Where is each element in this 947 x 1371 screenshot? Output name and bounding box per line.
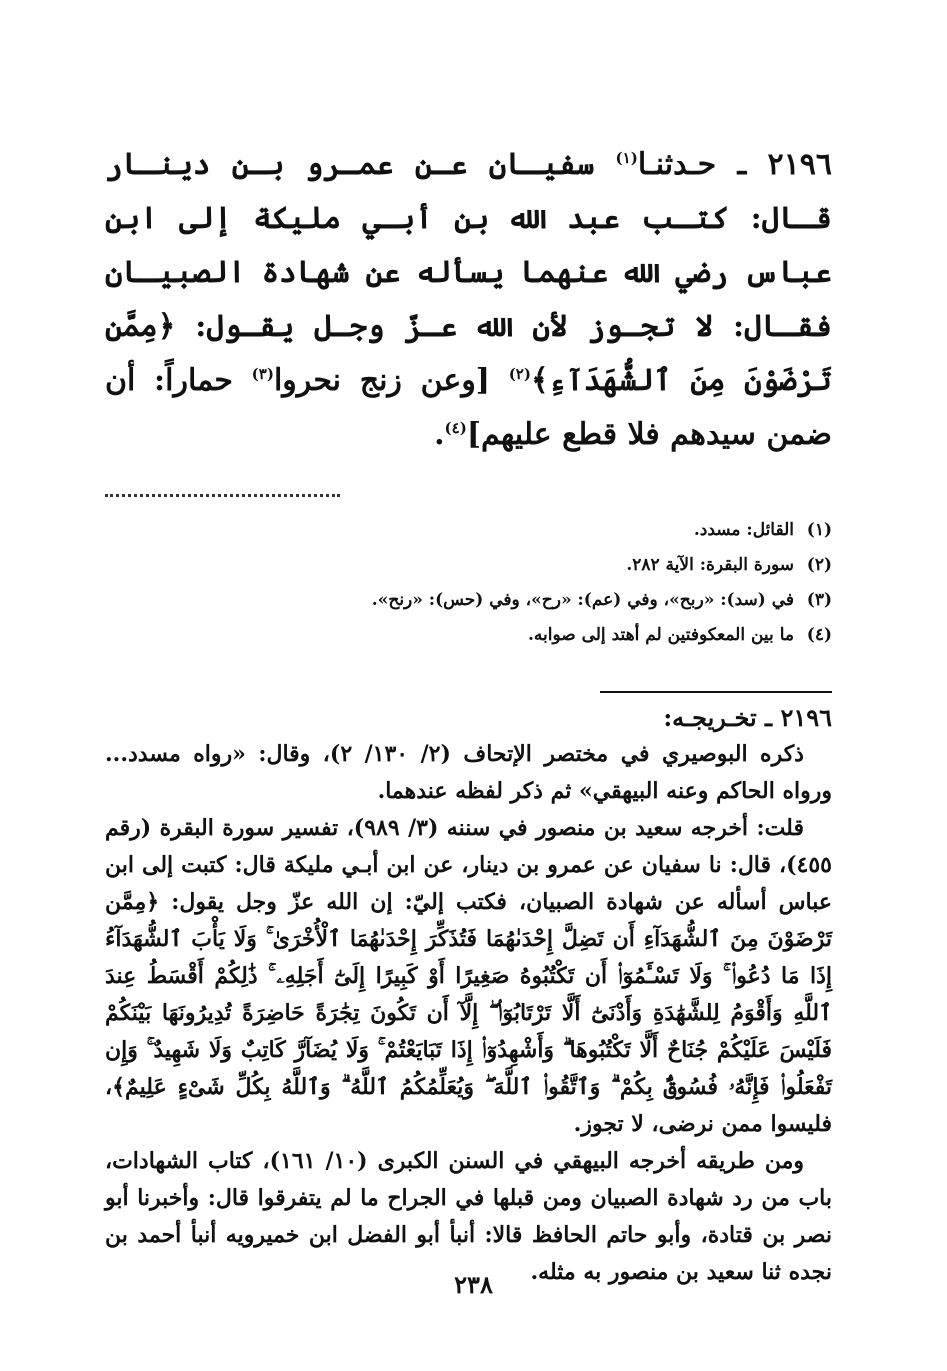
section-rule [600, 691, 832, 693]
footnote-number: (١) [806, 520, 832, 540]
hadith-dash: ـ [737, 147, 747, 182]
hadith-number: ٢١٩٦ [767, 147, 832, 182]
hadith-part-3: [وعن زنج نحروا [273, 363, 509, 398]
quran-verse: ﴿مِمَّن تَرْضَوْنَ مِنَ ٱلشُّهَدَآءِ أَن تَضِلَّ إِحْدَىٰهُمَا فَتُذَكِّرَ إِحْدَىٰهُمَا ٱلْأُخْرَىٰ ۚ وَلَا يَأْبَ ٱلشُّهَدَآءُ إِذَا مَا دُعُوا۟ ۚ وَلَا تَسْـَٔمُوٓا۟ أَن تَكْتُبُوهُ صَغِيرًا أَوْ كَبِيرًا إِلَىٰٓ أَجَلِهِۦ ۚ ذَٰلِكُمْ أَقْسَطُ عِندَ ٱللَّهِ وَأَقْوَمُ لِلشَّهَٰدَةِ وَأَدْنَىٰٓ أَلَّا تَرْتَابُوٓا۟ ۖ إِلَّآ أَن تَكُونَ تِجَٰرَةً حَاضِرَةً تُدِيرُونَهَا بَيْنَكُمْ فَلَيْسَ عَلَيْكُمْ جُنَاحٌ أَلَّا تَكْتُبُوهَا ۗ وَأَشْهِدُوٓا۟ إِذَا تَبَايَعْتُمْ ۚ وَلَا يُضَآرَّ كَاتِبٌ وَلَا شَهِيدٌ ۚ وَإِن تَفْعَلُوا۟ فَإِنَّهُۥ فُسُوقٌۢ بِكُمْ ۗ وَٱتَّقُوا۟ ٱللَّهَ ۖ وَيُعَلِّمُكُمُ ٱللَّهُ ۗ وَٱللَّهُ بِكُلِّ شَىْءٍ عَلِيمٌ﴾ [105, 889, 832, 1100]
footnote-text: ما بين المعكوفتين لم أهتد إلى صوابه. [527, 625, 794, 645]
hadith-part-4: حماراً: أن ضمن سيدهم فلا قطع عليهم] [105, 363, 832, 452]
takhrij-section [105, 699, 832, 1291]
footnote-number: (٣) [806, 590, 832, 610]
dotted-separator [105, 482, 340, 497]
hadith-part-5: . [434, 417, 445, 452]
takhrij-p2-intro: قلت: أخرجه سعيد بن منصور في سننه (٣/ ٩٨٩)، تفسير سورة البقرة (رقم ٤٥٥)، قال: نا سفيان عن عمرو بن دينار، عن ابن أبـي مليكة قال: كتبت إلى ابن عباس أسأله عن شهادة الصبيان، فكتب إليّ: إن الله عزّ وجل يقول: [105, 815, 832, 915]
footnote-2 [105, 548, 832, 583]
hadith-part-1: حـدثنـا [637, 147, 717, 182]
hadith-paragraph [105, 138, 832, 462]
footnote-ref-2: (٢) [508, 365, 531, 383]
takhrij-paragraph-1: ذكره البوصيري في مختصر الإتحاف (٢/ ١٣٠/ ٢)، وقال: «رواه مسدد... ورواه الحاكم وعنه البيهقي» ثم ذكر لفظه عندهما. [105, 741, 832, 804]
footnote-4 [105, 618, 832, 653]
footnote-text: في (سد): «ربح»، وفي (عم): «رح»، وفي (حس): «رنح». [371, 590, 794, 610]
footnotes [105, 513, 832, 653]
footnote-number: (٤) [806, 625, 832, 645]
page-body [105, 138, 832, 1291]
dotted-separator-wrap [105, 482, 832, 497]
footnote-1 [105, 513, 832, 548]
hadith-text [105, 138, 832, 462]
footnote-number: (٢) [806, 555, 832, 575]
page-number: ٢٣٨ [454, 1270, 493, 1299]
footnote-ref-3: (٣) [251, 365, 274, 383]
footnote-ref-1: (١) [615, 149, 638, 167]
takhrij-p2-end: ، فليسوا ممن نرضى، لا تجوز. [105, 1074, 832, 1137]
footnote-text: سورة البقرة: الآية ٢٨٢. [626, 555, 794, 575]
footnote-3 [105, 583, 832, 618]
takhrij-heading: ٢١٩٦ ـ تخـريجـه: [663, 703, 832, 732]
hadith-part-2: سفيـان عـن عمـرو بـن دينـار قـال: كتـب عبد الله بن أبـي مليكة إلى ابن عباس رضي الله عنهما يسأله عن شهادة الصبيـان فقـال: لا تجـوز لأن الله عـزّ وجـل يقـول: ﴿مِمَّن تَرْضَوْنَ مِنَ ٱلشُّهَدَآءِ﴾ [105, 147, 832, 398]
footnote-ref-4: (٤) [444, 419, 467, 437]
takhrij-paragraph-2 [105, 810, 832, 1143]
footnote-text: القائل: مسدد. [693, 520, 794, 540]
takhrij-paragraph-3: ومن طريقه أخرجه البيهقي في السنن الكبرى (١٠/ ١٦١)، كتاب الشهادات، باب من رد شهادة الصبيان ومن قبلها في الجراح ما لم يتفرقوا قال: وأخبرنا أبو نصر بن قتادة، وأبو حاتم الحافظ قالا: أنبأ أبو الفضل ابن خميرويه أنبأ أحمد بن نجده ثنا سعيد بن منصور به مثله. [105, 1148, 832, 1285]
